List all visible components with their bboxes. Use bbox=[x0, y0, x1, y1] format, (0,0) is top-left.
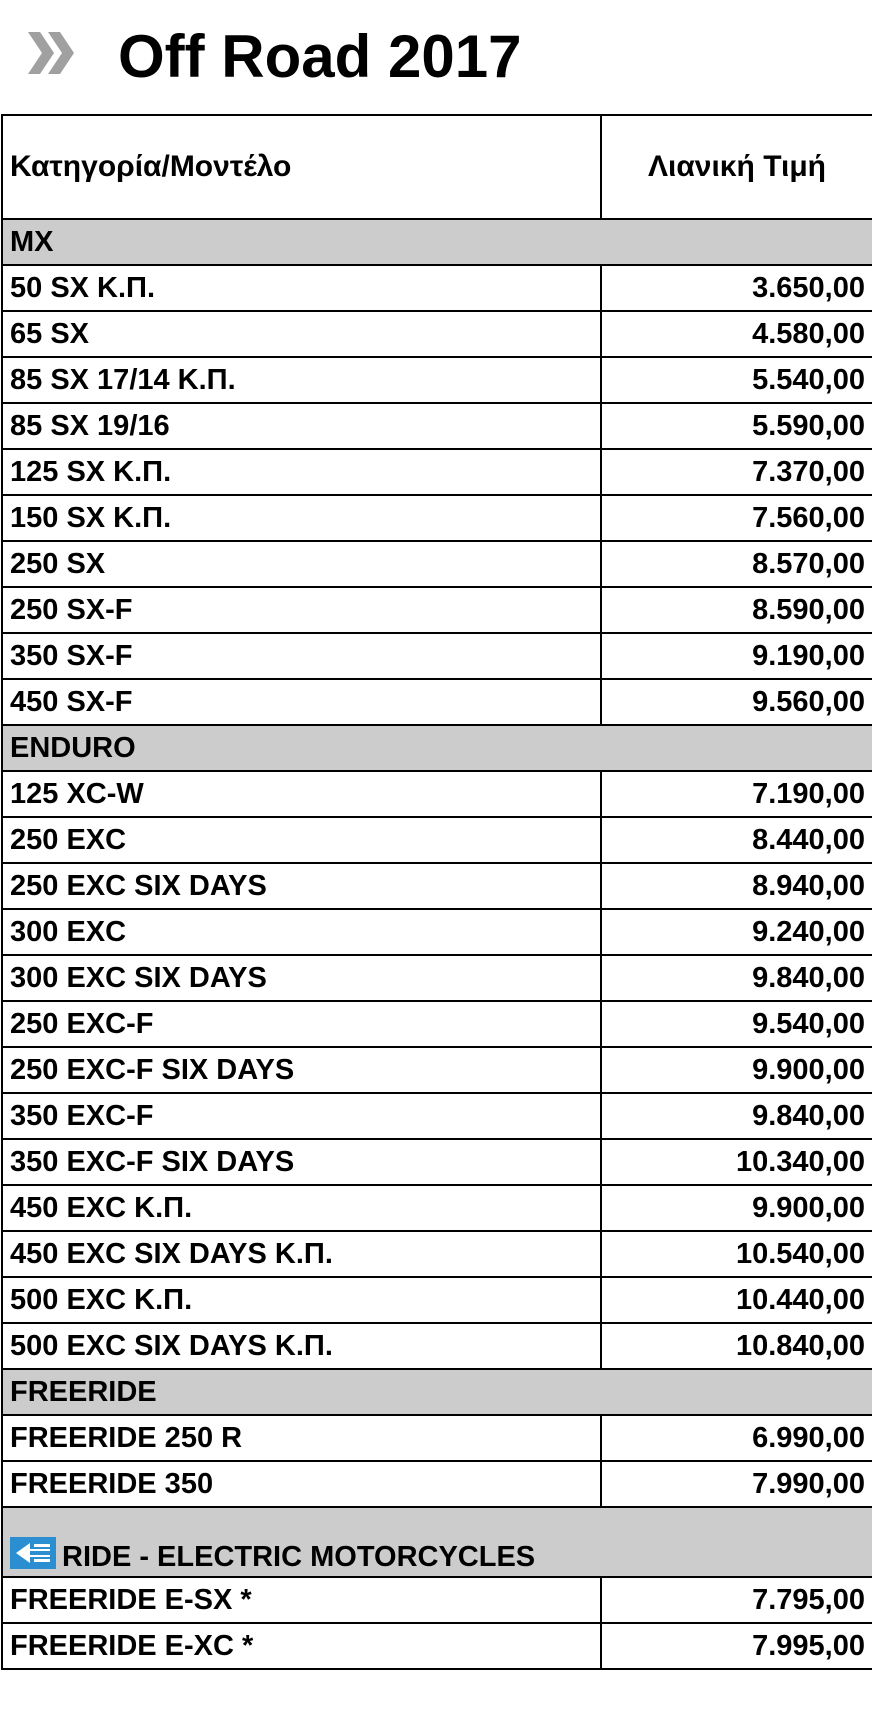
price-cell: 10.840,00 bbox=[601, 1323, 872, 1369]
model-cell: 150 SX Κ.Π. bbox=[2, 495, 601, 541]
model-cell: 350 SX-F bbox=[2, 633, 601, 679]
price-cell: 8.590,00 bbox=[601, 587, 872, 633]
price-cell: 7.995,00 bbox=[601, 1623, 872, 1669]
table-row bbox=[2, 1047, 872, 1093]
price-cell: 9.840,00 bbox=[601, 1093, 872, 1139]
model-cell: FREERIDE 250 R bbox=[2, 1415, 601, 1461]
table-row bbox=[2, 1001, 872, 1047]
table-row bbox=[2, 495, 872, 541]
double-chevron-icon bbox=[28, 28, 76, 78]
model-cell: 250 EXC-F bbox=[2, 1001, 601, 1047]
model-cell: 85 SX 17/14 Κ.Π. bbox=[2, 357, 601, 403]
column-header-price: Λιανική Τιμή bbox=[601, 115, 872, 219]
price-cell: 4.580,00 bbox=[601, 311, 872, 357]
table-row bbox=[2, 1623, 872, 1669]
model-cell: 85 SX 19/16 bbox=[2, 403, 601, 449]
price-cell: 9.900,00 bbox=[601, 1047, 872, 1093]
model-cell: 450 EXC Κ.Π. bbox=[2, 1185, 601, 1231]
table-row bbox=[2, 403, 872, 449]
table-row bbox=[2, 1185, 872, 1231]
price-cell: 9.840,00 bbox=[601, 955, 872, 1001]
model-cell: FREERIDE E-XC * bbox=[2, 1623, 601, 1669]
model-cell: 500 EXC SIX DAYS Κ.Π. bbox=[2, 1323, 601, 1369]
price-cell: 9.190,00 bbox=[601, 633, 872, 679]
category-cell-eride bbox=[2, 1507, 872, 1577]
page-title: Off Road 2017 bbox=[118, 23, 522, 90]
model-cell: 500 EXC Κ.Π. bbox=[2, 1277, 601, 1323]
model-cell: FREERIDE E-SX * bbox=[2, 1577, 601, 1623]
price-cell: 8.570,00 bbox=[601, 541, 872, 587]
price-cell: 9.240,00 bbox=[601, 909, 872, 955]
model-cell: FREERIDE 350 bbox=[2, 1461, 601, 1507]
category-row-enduro bbox=[2, 725, 872, 771]
price-cell: 3.650,00 bbox=[601, 265, 872, 311]
page-header bbox=[0, 0, 872, 114]
table-row bbox=[2, 541, 872, 587]
table-row bbox=[2, 449, 872, 495]
model-cell: 250 SX bbox=[2, 541, 601, 587]
model-cell: 65 SX bbox=[2, 311, 601, 357]
column-header-model: Κατηγορία/Μοντέλο bbox=[2, 115, 601, 219]
table-row bbox=[2, 1323, 872, 1369]
category-row-eride bbox=[2, 1507, 872, 1577]
table-row bbox=[2, 679, 872, 725]
model-cell: 250 EXC-F SIX DAYS bbox=[2, 1047, 601, 1093]
price-cell: 5.540,00 bbox=[601, 357, 872, 403]
table-header-row bbox=[2, 115, 872, 219]
category-label: MX bbox=[2, 219, 872, 265]
category-row-freeride bbox=[2, 1369, 872, 1415]
table-row bbox=[2, 955, 872, 1001]
price-cell: 10.440,00 bbox=[601, 1277, 872, 1323]
table-row bbox=[2, 771, 872, 817]
price-cell: 7.990,00 bbox=[601, 1461, 872, 1507]
model-cell: 300 EXC bbox=[2, 909, 601, 955]
price-cell: 10.540,00 bbox=[601, 1231, 872, 1277]
category-label: ENDURO bbox=[2, 725, 872, 771]
category-label: FREERIDE bbox=[2, 1369, 872, 1415]
table-row bbox=[2, 1415, 872, 1461]
table-row bbox=[2, 1277, 872, 1323]
table-row bbox=[2, 1461, 872, 1507]
category-label: RIDE - ELECTRIC MOTORCYCLES bbox=[62, 1541, 536, 1573]
price-table bbox=[1, 114, 872, 1670]
table-row bbox=[2, 633, 872, 679]
table-row bbox=[2, 909, 872, 955]
price-cell: 9.900,00 bbox=[601, 1185, 872, 1231]
model-cell: 125 SX Κ.Π. bbox=[2, 449, 601, 495]
table-row bbox=[2, 1093, 872, 1139]
table-row bbox=[2, 817, 872, 863]
e-logo-icon bbox=[10, 1537, 56, 1569]
price-cell: 8.440,00 bbox=[601, 817, 872, 863]
table-row bbox=[2, 311, 872, 357]
model-cell: 250 EXC SIX DAYS bbox=[2, 863, 601, 909]
price-cell: 7.370,00 bbox=[601, 449, 872, 495]
price-cell: 6.990,00 bbox=[601, 1415, 872, 1461]
price-cell: 5.590,00 bbox=[601, 403, 872, 449]
model-cell: 50 SX Κ.Π. bbox=[2, 265, 601, 311]
model-cell: 250 SX-F bbox=[2, 587, 601, 633]
model-cell: 250 EXC bbox=[2, 817, 601, 863]
price-cell: 7.560,00 bbox=[601, 495, 872, 541]
model-cell: 450 EXC SIX DAYS Κ.Π. bbox=[2, 1231, 601, 1277]
price-cell: 10.340,00 bbox=[601, 1139, 872, 1185]
price-cell: 9.560,00 bbox=[601, 679, 872, 725]
price-cell: 8.940,00 bbox=[601, 863, 872, 909]
table-row bbox=[2, 1231, 872, 1277]
model-cell: 350 EXC-F bbox=[2, 1093, 601, 1139]
model-cell: 350 EXC-F SIX DAYS bbox=[2, 1139, 601, 1185]
price-cell: 7.190,00 bbox=[601, 771, 872, 817]
model-cell: 300 EXC SIX DAYS bbox=[2, 955, 601, 1001]
table-row bbox=[2, 1139, 872, 1185]
price-cell: 9.540,00 bbox=[601, 1001, 872, 1047]
price-cell: 7.795,00 bbox=[601, 1577, 872, 1623]
model-cell: 125 XC-W bbox=[2, 771, 601, 817]
table-row bbox=[2, 587, 872, 633]
table-row bbox=[2, 863, 872, 909]
table-row bbox=[2, 357, 872, 403]
table-row bbox=[2, 1577, 872, 1623]
model-cell: 450 SX-F bbox=[2, 679, 601, 725]
table-row bbox=[2, 265, 872, 311]
category-row-mx bbox=[2, 219, 872, 265]
